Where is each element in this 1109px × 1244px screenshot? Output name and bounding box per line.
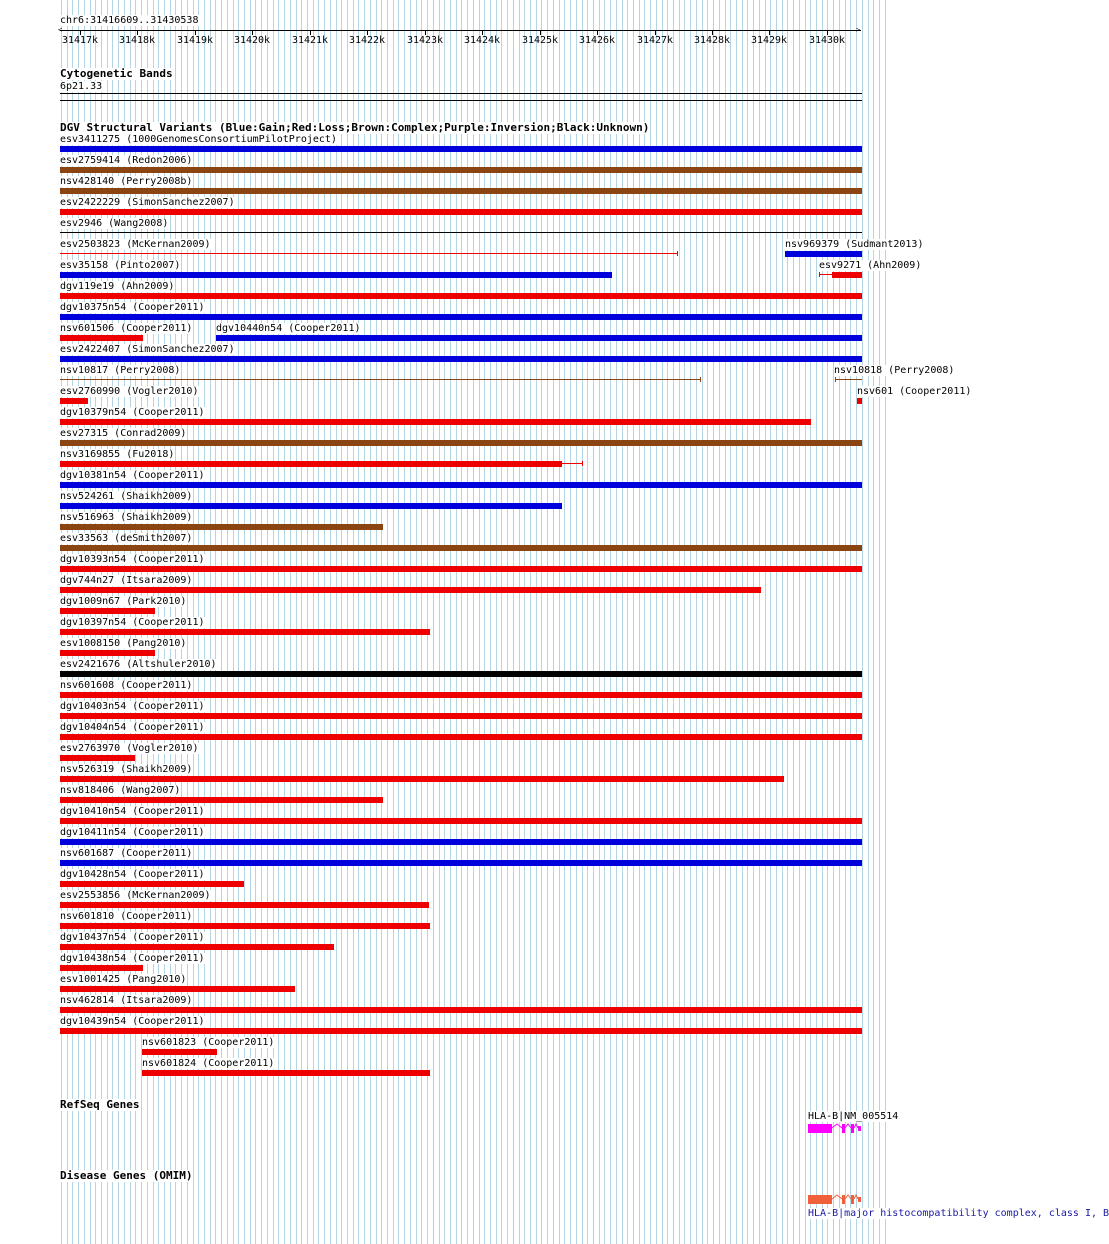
dgv-variant-bar[interactable] [60, 524, 383, 530]
dgv-variant-bar[interactable] [60, 293, 862, 299]
ruler-tick-label: 31425k [521, 35, 559, 46]
dgv-variant-bar[interactable] [60, 944, 334, 950]
dgv-variant-line[interactable] [60, 232, 862, 233]
dgv-variant-label[interactable]: dgv10397n54 (Cooper2011) [60, 617, 205, 628]
dgv-variant-label[interactable]: nsv818406 (Wang2007) [60, 785, 181, 796]
dgv-variant-bar[interactable] [60, 839, 862, 845]
dgv-variant-bar[interactable] [60, 986, 295, 992]
dgv-variant-bar[interactable] [60, 461, 562, 467]
dgv-variant-label[interactable]: esv35158 (Pinto2007) [60, 260, 181, 271]
dgv-variant-bar[interactable] [60, 776, 784, 782]
dgv-variant-label[interactable]: dgv10381n54 (Cooper2011) [60, 470, 205, 481]
dgv-variant-bar[interactable] [216, 335, 862, 341]
dgv-variant-bar[interactable] [60, 650, 155, 656]
dgv-variant-bar[interactable] [785, 251, 862, 257]
dgv-variant-label[interactable]: esv33563 (deSmith2007) [60, 533, 193, 544]
dgv-variant-endcap [835, 377, 836, 382]
dgv-variant-label[interactable]: esv27315 (Conrad2009) [60, 428, 187, 439]
ruler-tick-label: 31417k [61, 35, 99, 46]
ruler-tick-label: 31428k [693, 35, 731, 46]
dgv-variant-bar[interactable] [60, 398, 88, 404]
omim-gene-label[interactable]: HLA-B|major histocompatibility complex, class I, B [808, 1208, 1109, 1219]
dgv-variant-label[interactable]: dgv10403n54 (Cooper2011) [60, 701, 205, 712]
ruler-line [60, 30, 861, 31]
ruler-tick-label: 31430k [808, 35, 846, 46]
dgv-variant-bar[interactable] [60, 692, 862, 698]
dgv-variant-bar[interactable] [60, 587, 761, 593]
omim-gene-exon[interactable] [808, 1195, 832, 1204]
ruler-position: chr6:31416609..31430538 [60, 15, 199, 26]
dgv-variant-bar[interactable] [60, 923, 430, 929]
dgv-variant-bar[interactable] [60, 356, 862, 362]
dgv-variant-label[interactable]: nsv601824 (Cooper2011) [142, 1058, 275, 1069]
cytoband-top-border [60, 93, 862, 94]
dgv-variant-label[interactable]: dgv10437n54 (Cooper2011) [60, 932, 205, 943]
dgv-variant-bar[interactable] [60, 167, 862, 173]
omim-gene-introns [832, 1193, 862, 1205]
ruler-tick-label: 31422k [348, 35, 386, 46]
dgv-variant-line[interactable] [835, 379, 862, 380]
dgv-variant-label[interactable]: nsv10818 (Perry2008) [834, 365, 955, 376]
dgv-variant-label[interactable]: esv9271 (Ahn2009) [819, 260, 922, 271]
ruler-tick-label: 31426k [578, 35, 616, 46]
dgv-variant-bar[interactable] [60, 902, 429, 908]
dgv-variant-label[interactable]: dgv10439n54 (Cooper2011) [60, 1016, 205, 1027]
dgv-variant-bar[interactable] [60, 503, 562, 509]
dgv-variant-bar[interactable] [832, 272, 862, 278]
dgv-variant-label[interactable]: dgv10428n54 (Cooper2011) [60, 869, 205, 880]
dgv-variant-label[interactable]: esv2421676 (Altshuler2010) [60, 659, 217, 670]
ruler-tick-label: 31418k [118, 35, 156, 46]
dgv-variant-label[interactable]: nsv10817 (Perry2008) [60, 365, 181, 376]
dgv-variant-bar[interactable] [142, 1070, 430, 1076]
dgv-variant-label[interactable]: dgv10379n54 (Cooper2011) [60, 407, 205, 418]
ruler-tick-label: 31427k [636, 35, 674, 46]
dgv-variant-bar[interactable] [60, 419, 811, 425]
dgv-variant-label[interactable]: esv2760990 (Vogler2010) [60, 386, 199, 397]
ruler-tick-label: 31424k [463, 35, 501, 46]
dgv-variant-label[interactable]: esv2503823 (McKernan2009) [60, 239, 211, 250]
dgv-variant-label[interactable]: dgv1009n67 (Park2010) [60, 596, 187, 607]
dgv-variant-endcap [819, 272, 820, 277]
dgv-variant-line[interactable] [819, 274, 832, 275]
dgv-variant-label[interactable]: nsv524261 (Shaikh2009) [60, 491, 193, 502]
dgv-variant-label[interactable]: nsv601687 (Cooper2011) [60, 848, 193, 859]
dgv-variant-bar[interactable] [60, 965, 143, 971]
dgv-variant-label[interactable]: dgv10438n54 (Cooper2011) [60, 953, 205, 964]
dgv-variant-endcap [677, 251, 678, 256]
dgv-variant-bar[interactable] [60, 713, 862, 719]
dgv-variant-label[interactable]: esv2422229 (SimonSanchez2007) [60, 197, 235, 208]
dgv-variant-bar[interactable] [60, 629, 430, 635]
ruler-tick-label: 31423k [406, 35, 444, 46]
dgv-variant-bar[interactable] [60, 818, 862, 824]
dgv-variant-label[interactable]: dgv10404n54 (Cooper2011) [60, 722, 205, 733]
dgv-variant-label[interactable]: esv2422407 (SimonSanchez2007) [60, 344, 235, 355]
refseq-title: RefSeq Genes [60, 1098, 140, 1111]
dgv-variant-bar[interactable] [60, 335, 143, 341]
omim-title: Disease Genes (OMIM) [60, 1169, 193, 1182]
dgv-variant-bar[interactable] [60, 1028, 862, 1034]
dgv-variant-label[interactable]: dgv10440n54 (Cooper2011) [216, 323, 361, 334]
dgv-variant-line[interactable] [60, 379, 701, 380]
dgv-variant-bar[interactable] [60, 1007, 862, 1013]
dgv-variant-label[interactable]: dgv10375n54 (Cooper2011) [60, 302, 205, 313]
dgv-variant-bar[interactable] [60, 734, 862, 740]
dgv-variant-label[interactable]: dgv119e19 (Ahn2009) [60, 281, 175, 292]
dgv-variant-label[interactable]: esv3411275 (1000GenomesConsortiumPilotProject) [60, 134, 337, 145]
ruler-tick-label: 31421k [291, 35, 329, 46]
dgv-variant-label[interactable]: dgv744n27 (Itsara2009) [60, 575, 193, 586]
dgv-variant-bar[interactable] [857, 398, 862, 404]
dgv-variant-endcap [700, 377, 701, 382]
refseq-gene-exon[interactable] [808, 1124, 832, 1133]
dgv-variant-bar[interactable] [60, 314, 862, 320]
dgv-variant-bar[interactable] [60, 482, 862, 488]
dgv-variant-label[interactable]: nsv601 (Cooper2011) [857, 386, 972, 397]
ruler-right-arrow: > [856, 26, 861, 34]
dgv-variant-bar[interactable] [60, 608, 155, 614]
dgv-variant-line[interactable] [562, 463, 583, 464]
cytoband-bottom-border [60, 100, 862, 101]
dgv-variant-label[interactable]: nsv969379 (Sudmant2013) [785, 239, 924, 250]
dgv-variant-bar[interactable] [60, 272, 612, 278]
ruler-tick-label: 31420k [233, 35, 271, 46]
dgv-variant-label[interactable]: esv2553856 (McKernan2009) [60, 890, 211, 901]
dgv-variant-label[interactable]: nsv601823 (Cooper2011) [142, 1037, 275, 1048]
refseq-gene-introns [832, 1122, 862, 1134]
dgv-variant-bar[interactable] [60, 209, 862, 215]
dgv-variant-label[interactable]: nsv601506 (Cooper2011) [60, 323, 193, 334]
dgv-variant-label[interactable]: nsv526319 (Shaikh2009) [60, 764, 193, 775]
dgv-variant-label[interactable]: esv2763970 (Vogler2010) [60, 743, 199, 754]
dgv-variant-bar[interactable] [60, 797, 383, 803]
dgv-variant-bar[interactable] [60, 566, 862, 572]
dgv-variant-label[interactable]: nsv3169855 (Fu2018) [60, 449, 175, 460]
dgv-variant-label[interactable]: esv1008150 (Pang2010) [60, 638, 187, 649]
dgv-variant-bar[interactable] [60, 545, 862, 551]
dgv-variant-bar[interactable] [60, 860, 862, 866]
refseq-gene-label[interactable]: HLA-B|NM_005514 [808, 1111, 899, 1122]
dgv-variant-label[interactable]: esv2946 (Wang2008) [60, 218, 169, 229]
cytoband-label: 6p21.33 [60, 81, 103, 92]
ruler-tick-label: 31419k [176, 35, 214, 46]
dgv-variant-label[interactable]: dgv10411n54 (Cooper2011) [60, 827, 205, 838]
dgv-variant-label[interactable]: esv2759414 (Redon2006) [60, 155, 193, 166]
dgv-title: DGV Structural Variants (Blue:Gain;Red:Loss;Brown:Complex;Purple:Inversion;Black:Unknown) [60, 121, 650, 134]
ruler-left-arrow: < [58, 26, 63, 34]
dgv-variant-label[interactable]: nsv601810 (Cooper2011) [60, 911, 193, 922]
dgv-variant-label[interactable]: nsv428140 (Perry2008b) [60, 176, 193, 187]
dgv-variant-bar[interactable] [60, 881, 244, 887]
dgv-variant-bar[interactable] [60, 146, 862, 152]
dgv-variant-label[interactable]: nsv601608 (Cooper2011) [60, 680, 193, 691]
dgv-variant-bar[interactable] [60, 440, 862, 446]
dgv-variant-bar[interactable] [60, 671, 862, 677]
ruler-tick-label: 31429k [750, 35, 788, 46]
dgv-variant-endcap [582, 461, 583, 466]
dgv-variant-bar[interactable] [60, 188, 862, 194]
dgv-variant-line[interactable] [60, 253, 678, 254]
dgv-variant-label[interactable]: nsv462814 (Itsara2009) [60, 995, 193, 1006]
cytoband-title: Cytogenetic Bands [60, 67, 173, 80]
dgv-variant-label[interactable]: esv1001425 (Pang2010) [60, 974, 187, 985]
dgv-variant-bar[interactable] [60, 755, 135, 761]
dgv-variant-bar[interactable] [142, 1049, 217, 1055]
dgv-variant-label[interactable]: dgv10393n54 (Cooper2011) [60, 554, 205, 565]
dgv-variant-label[interactable]: dgv10410n54 (Cooper2011) [60, 806, 205, 817]
dgv-variant-label[interactable]: nsv516963 (Shaikh2009) [60, 512, 193, 523]
